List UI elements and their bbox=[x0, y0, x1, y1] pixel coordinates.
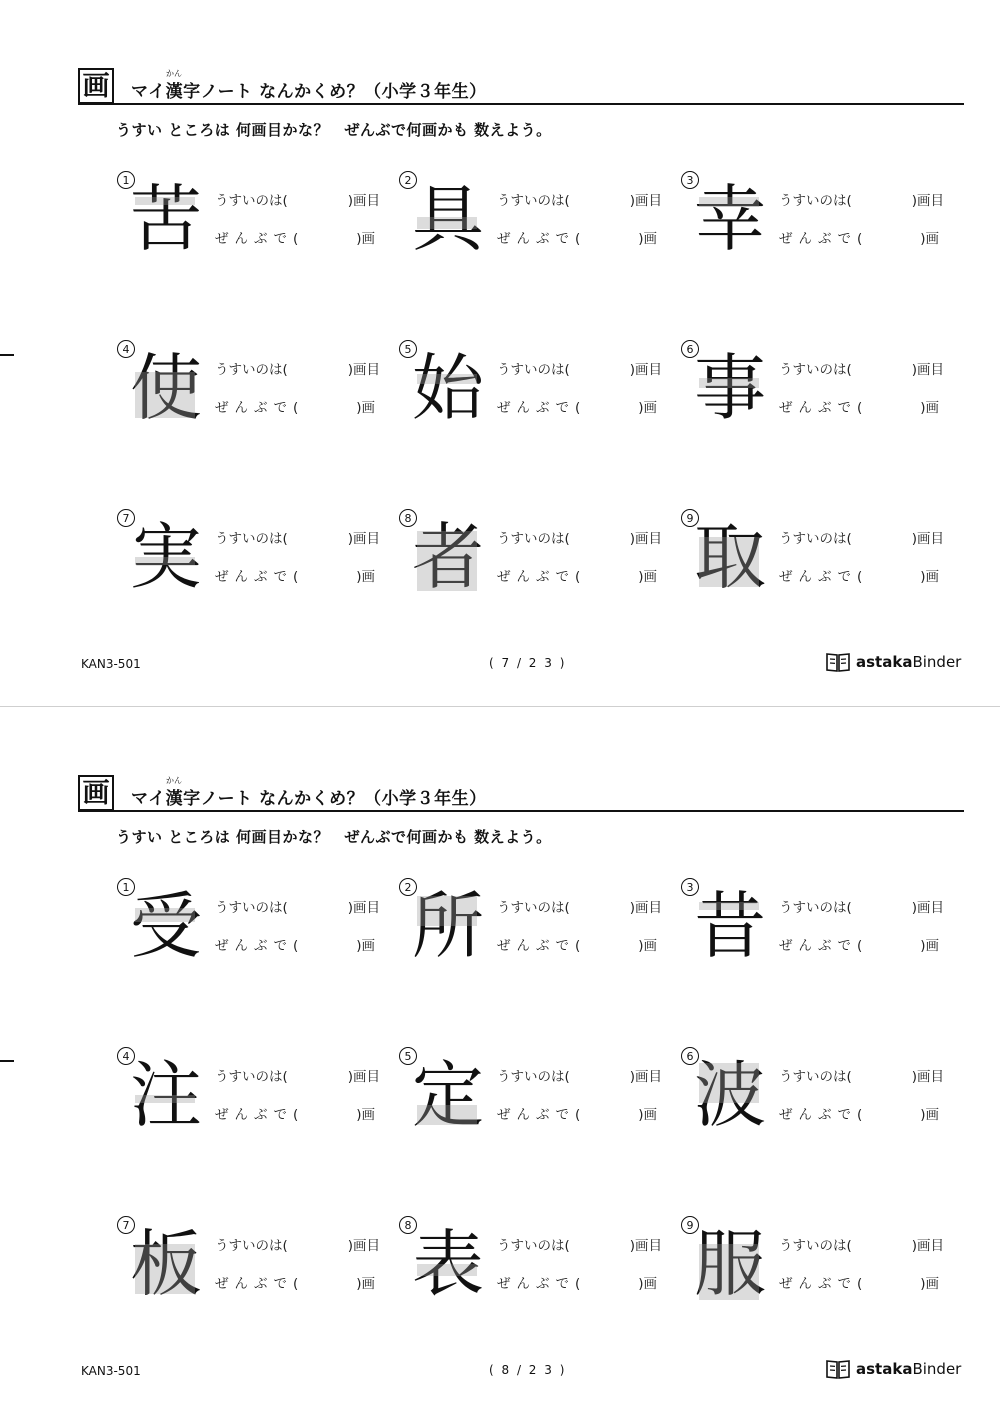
total-stroke-suffix: )画 bbox=[920, 569, 940, 585]
faded-stroke-highlight bbox=[417, 217, 477, 229]
faded-stroke-suffix: )画目 bbox=[629, 193, 663, 209]
faded-stroke-highlight bbox=[699, 1244, 759, 1300]
question-number: 4 bbox=[117, 340, 135, 358]
faded-stroke-label: うすいのは( bbox=[779, 1238, 852, 1254]
faded-stroke-highlight bbox=[135, 372, 195, 418]
kanji-character bbox=[693, 179, 767, 259]
total-stroke-question bbox=[497, 1272, 657, 1292]
question-number: 5 bbox=[399, 1047, 417, 1065]
kanji-question bbox=[399, 1047, 681, 1177]
faded-stroke-highlight bbox=[417, 374, 477, 384]
total-stroke-suffix: )画 bbox=[638, 938, 658, 954]
faded-stroke-suffix: )画目 bbox=[347, 531, 381, 547]
kanji-character bbox=[129, 886, 203, 966]
brand-logo bbox=[826, 652, 961, 672]
total-stroke-question bbox=[215, 227, 375, 247]
faded-stroke-label: うすいのは( bbox=[215, 362, 288, 378]
title-stroke-badge: 画 bbox=[78, 775, 114, 811]
question-number: 2 bbox=[399, 878, 417, 896]
faded-stroke-suffix: )画目 bbox=[347, 362, 381, 378]
faded-stroke-question bbox=[497, 896, 662, 916]
faded-stroke-suffix: )画目 bbox=[911, 362, 945, 378]
title-stroke-badge: 画 bbox=[78, 68, 114, 104]
question-number: 5 bbox=[399, 340, 417, 358]
kanji-glyph: 表 bbox=[411, 1222, 484, 1306]
faded-stroke-highlight bbox=[699, 378, 759, 388]
faded-stroke-question bbox=[779, 358, 944, 378]
kanji-glyph: 具 bbox=[411, 177, 484, 261]
title-underline bbox=[78, 103, 964, 105]
question-number: 7 bbox=[117, 509, 135, 527]
page-title: マイ漢字ノート なんかくめ？（小学３年生） bbox=[131, 789, 487, 809]
kanji-character bbox=[411, 179, 485, 259]
kanji-character bbox=[411, 348, 485, 428]
kanji-character bbox=[693, 886, 767, 966]
total-stroke-suffix: )画 bbox=[356, 1276, 376, 1292]
faded-stroke-question bbox=[497, 1065, 662, 1085]
worksheet-page bbox=[0, 0, 1000, 707]
total-stroke-suffix: )画 bbox=[356, 231, 376, 247]
faded-stroke-label: うすいのは( bbox=[497, 362, 570, 378]
question-number: 1 bbox=[117, 171, 135, 189]
faded-stroke-suffix: )画目 bbox=[347, 900, 381, 916]
total-stroke-question bbox=[215, 934, 375, 954]
total-stroke-suffix: )画 bbox=[638, 569, 658, 585]
faded-stroke-label: うすいのは( bbox=[497, 900, 570, 916]
faded-stroke-label: うすいのは( bbox=[779, 900, 852, 916]
total-stroke-suffix: )画 bbox=[638, 400, 658, 416]
total-stroke-label: ぜんぶで( bbox=[497, 231, 587, 247]
faded-stroke-question bbox=[497, 358, 662, 378]
faded-stroke-highlight bbox=[417, 531, 477, 591]
faded-stroke-label: うすいのは( bbox=[215, 1069, 288, 1085]
kanji-character bbox=[693, 517, 767, 597]
question-number: 2 bbox=[399, 171, 417, 189]
brand-main: astaka bbox=[856, 653, 913, 671]
faded-stroke-highlight bbox=[135, 1095, 195, 1103]
total-stroke-label: ぜんぶで( bbox=[779, 1276, 869, 1292]
kanji-question bbox=[681, 340, 963, 470]
faded-stroke-question bbox=[215, 1065, 380, 1085]
kanji-glyph: 者 bbox=[411, 515, 484, 599]
faded-stroke-highlight bbox=[699, 537, 759, 587]
kanji-glyph: 事 bbox=[693, 346, 766, 430]
book-icon bbox=[826, 1359, 850, 1379]
total-stroke-suffix: )画 bbox=[920, 1276, 940, 1292]
faded-stroke-question bbox=[779, 896, 944, 916]
total-stroke-label: ぜんぶで( bbox=[497, 1107, 587, 1123]
faded-stroke-question bbox=[215, 358, 380, 378]
faded-stroke-highlight bbox=[417, 896, 477, 926]
kanji-character bbox=[129, 179, 203, 259]
instruction-text: うすい ところは 何画目かな？ ぜんぶで何画かも 数えよう。 bbox=[116, 121, 552, 139]
title-underline bbox=[78, 810, 964, 812]
kanji-character bbox=[129, 348, 203, 428]
faded-stroke-label: うすいのは( bbox=[779, 193, 852, 209]
total-stroke-question bbox=[215, 1272, 375, 1292]
question-number: 8 bbox=[399, 1216, 417, 1234]
faded-stroke-label: うすいのは( bbox=[779, 362, 852, 378]
question-number: 4 bbox=[117, 1047, 135, 1065]
faded-stroke-label: うすいのは( bbox=[497, 193, 570, 209]
kanji-glyph: 波 bbox=[693, 1053, 766, 1137]
brand-main: astaka bbox=[856, 1360, 913, 1378]
kanji-glyph: 所 bbox=[411, 884, 484, 968]
faded-stroke-suffix: )画目 bbox=[911, 193, 945, 209]
kanji-character bbox=[411, 1055, 485, 1135]
total-stroke-suffix: )画 bbox=[638, 1276, 658, 1292]
faded-stroke-label: うすいのは( bbox=[215, 1238, 288, 1254]
faded-stroke-highlight bbox=[135, 557, 195, 565]
faded-stroke-suffix: )画目 bbox=[629, 1238, 663, 1254]
instruction-text: うすい ところは 何画目かな？ ぜんぶで何画かも 数えよう。 bbox=[116, 828, 552, 846]
kanji-glyph: 定 bbox=[411, 1053, 484, 1137]
book-icon bbox=[826, 652, 850, 672]
kanji-glyph: 実 bbox=[129, 515, 202, 599]
total-stroke-label: ぜんぶで( bbox=[497, 938, 587, 954]
kanji-question bbox=[117, 1047, 399, 1177]
faded-stroke-highlight bbox=[135, 197, 195, 205]
kanji-question bbox=[399, 509, 681, 639]
total-stroke-label: ぜんぶで( bbox=[779, 938, 869, 954]
total-stroke-question bbox=[215, 565, 375, 585]
total-stroke-suffix: )画 bbox=[638, 231, 658, 247]
total-stroke-question bbox=[779, 934, 939, 954]
question-number: 1 bbox=[117, 878, 135, 896]
total-stroke-question bbox=[215, 1103, 375, 1123]
kanji-character bbox=[693, 1224, 767, 1304]
total-stroke-question bbox=[497, 227, 657, 247]
worksheet-code: KAN3-501 bbox=[81, 1364, 141, 1378]
kanji-glyph: 注 bbox=[129, 1053, 202, 1137]
kanji-question bbox=[399, 878, 681, 1008]
total-stroke-suffix: )画 bbox=[356, 938, 376, 954]
kanji-character bbox=[129, 517, 203, 597]
faded-stroke-question bbox=[779, 1065, 944, 1085]
total-stroke-label: ぜんぶで( bbox=[215, 231, 305, 247]
worksheet-code: KAN3-501 bbox=[81, 657, 141, 671]
total-stroke-label: ぜんぶで( bbox=[779, 569, 869, 585]
total-stroke-label: ぜんぶで( bbox=[779, 400, 869, 416]
page-number: ( 7 / 2 3 ) bbox=[489, 656, 567, 670]
total-stroke-suffix: )画 bbox=[920, 1107, 940, 1123]
question-number: 3 bbox=[681, 171, 699, 189]
kanji-question bbox=[681, 1047, 963, 1177]
kanji-glyph: 昔 bbox=[693, 884, 766, 968]
total-stroke-question bbox=[497, 396, 657, 416]
kanji-question bbox=[117, 1216, 399, 1346]
faded-stroke-suffix: )画目 bbox=[347, 1069, 381, 1085]
faded-stroke-question bbox=[215, 189, 380, 209]
faded-stroke-highlight bbox=[135, 908, 195, 922]
kanji-character bbox=[693, 348, 767, 428]
question-number: 8 bbox=[399, 509, 417, 527]
total-stroke-question bbox=[779, 396, 939, 416]
faded-stroke-question bbox=[779, 527, 944, 547]
faded-stroke-highlight bbox=[417, 1105, 477, 1125]
total-stroke-question bbox=[779, 1103, 939, 1123]
question-number: 3 bbox=[681, 878, 699, 896]
title-ruby: かん bbox=[166, 776, 182, 785]
kanji-question bbox=[681, 509, 963, 639]
faded-stroke-question bbox=[497, 1234, 662, 1254]
total-stroke-question bbox=[497, 565, 657, 585]
total-stroke-label: ぜんぶで( bbox=[215, 400, 305, 416]
brand-sub: Binder bbox=[912, 1360, 962, 1378]
faded-stroke-label: うすいのは( bbox=[215, 900, 288, 916]
total-stroke-label: ぜんぶで( bbox=[215, 1107, 305, 1123]
total-stroke-label: ぜんぶで( bbox=[497, 400, 587, 416]
total-stroke-question bbox=[779, 565, 939, 585]
total-stroke-suffix: )画 bbox=[920, 938, 940, 954]
total-stroke-suffix: )画 bbox=[356, 1107, 376, 1123]
kanji-glyph: 取 bbox=[693, 515, 766, 599]
faded-stroke-highlight bbox=[699, 1063, 759, 1103]
faded-stroke-label: うすいのは( bbox=[779, 531, 852, 547]
total-stroke-label: ぜんぶで( bbox=[779, 231, 869, 247]
faded-stroke-label: うすいのは( bbox=[497, 1238, 570, 1254]
faded-stroke-suffix: )画目 bbox=[911, 1069, 945, 1085]
kanji-glyph: 苦 bbox=[129, 177, 202, 261]
faded-stroke-question bbox=[497, 189, 662, 209]
faded-stroke-question bbox=[215, 896, 380, 916]
brand-logo bbox=[826, 1359, 961, 1379]
total-stroke-question bbox=[779, 227, 939, 247]
kanji-character bbox=[411, 886, 485, 966]
kanji-character bbox=[129, 1224, 203, 1304]
question-number: 6 bbox=[681, 340, 699, 358]
kanji-question bbox=[681, 171, 963, 301]
faded-stroke-suffix: )画目 bbox=[629, 362, 663, 378]
faded-stroke-suffix: )画目 bbox=[629, 1069, 663, 1085]
faded-stroke-question bbox=[215, 1234, 380, 1254]
faded-stroke-suffix: )画目 bbox=[911, 900, 945, 916]
total-stroke-question bbox=[497, 1103, 657, 1123]
total-stroke-suffix: )画 bbox=[920, 400, 940, 416]
faded-stroke-suffix: )画目 bbox=[629, 900, 663, 916]
total-stroke-label: ぜんぶで( bbox=[497, 1276, 587, 1292]
faded-stroke-label: うすいのは( bbox=[497, 531, 570, 547]
kanji-character bbox=[411, 517, 485, 597]
faded-stroke-question bbox=[215, 527, 380, 547]
faded-stroke-label: うすいのは( bbox=[215, 531, 288, 547]
total-stroke-label: ぜんぶで( bbox=[215, 1276, 305, 1292]
kanji-question bbox=[117, 509, 399, 639]
kanji-question bbox=[117, 340, 399, 470]
page-number: ( 8 / 2 3 ) bbox=[489, 1363, 567, 1377]
kanji-glyph: 幸 bbox=[693, 177, 766, 261]
brand-sub: Binder bbox=[912, 653, 962, 671]
kanji-glyph: 板 bbox=[129, 1222, 202, 1306]
total-stroke-label: ぜんぶで( bbox=[779, 1107, 869, 1123]
total-stroke-suffix: )画 bbox=[356, 400, 376, 416]
kanji-question bbox=[681, 1216, 963, 1346]
faded-stroke-suffix: )画目 bbox=[629, 531, 663, 547]
question-number: 6 bbox=[681, 1047, 699, 1065]
page-title: マイ漢字ノート なんかくめ？（小学３年生） bbox=[131, 82, 487, 102]
faded-stroke-suffix: )画目 bbox=[911, 1238, 945, 1254]
faded-stroke-highlight bbox=[135, 1244, 195, 1294]
kanji-character bbox=[129, 1055, 203, 1135]
faded-stroke-question bbox=[497, 527, 662, 547]
faded-stroke-label: うすいのは( bbox=[497, 1069, 570, 1085]
total-stroke-suffix: )画 bbox=[356, 569, 376, 585]
question-number: 9 bbox=[681, 509, 699, 527]
kanji-question bbox=[399, 1216, 681, 1346]
total-stroke-question bbox=[215, 396, 375, 416]
faded-stroke-highlight bbox=[699, 197, 759, 207]
kanji-question bbox=[117, 878, 399, 1008]
question-number: 9 bbox=[681, 1216, 699, 1234]
faded-stroke-suffix: )画目 bbox=[911, 531, 945, 547]
kanji-glyph: 始 bbox=[411, 346, 484, 430]
worksheet-page bbox=[0, 707, 1000, 1414]
total-stroke-suffix: )画 bbox=[920, 231, 940, 247]
faded-stroke-highlight bbox=[699, 902, 759, 910]
total-stroke-label: ぜんぶで( bbox=[215, 938, 305, 954]
total-stroke-suffix: )画 bbox=[638, 1107, 658, 1123]
faded-stroke-highlight bbox=[417, 1264, 477, 1276]
kanji-glyph: 受 bbox=[129, 884, 202, 968]
faded-stroke-label: うすいのは( bbox=[215, 193, 288, 209]
title-ruby: かん bbox=[166, 69, 182, 78]
kanji-character bbox=[411, 1224, 485, 1304]
total-stroke-label: ぜんぶで( bbox=[497, 569, 587, 585]
kanji-glyph: 使 bbox=[129, 346, 202, 430]
faded-stroke-question bbox=[779, 1234, 944, 1254]
total-stroke-label: ぜんぶで( bbox=[215, 569, 305, 585]
faded-stroke-question bbox=[779, 189, 944, 209]
kanji-question bbox=[399, 171, 681, 301]
total-stroke-question bbox=[779, 1272, 939, 1292]
question-number: 7 bbox=[117, 1216, 135, 1234]
kanji-question bbox=[681, 878, 963, 1008]
kanji-question bbox=[117, 171, 399, 301]
kanji-glyph: 服 bbox=[693, 1222, 766, 1306]
kanji-character bbox=[693, 1055, 767, 1135]
faded-stroke-suffix: )画目 bbox=[347, 1238, 381, 1254]
faded-stroke-suffix: )画目 bbox=[347, 193, 381, 209]
total-stroke-question bbox=[497, 934, 657, 954]
kanji-question bbox=[399, 340, 681, 470]
faded-stroke-label: うすいのは( bbox=[779, 1069, 852, 1085]
